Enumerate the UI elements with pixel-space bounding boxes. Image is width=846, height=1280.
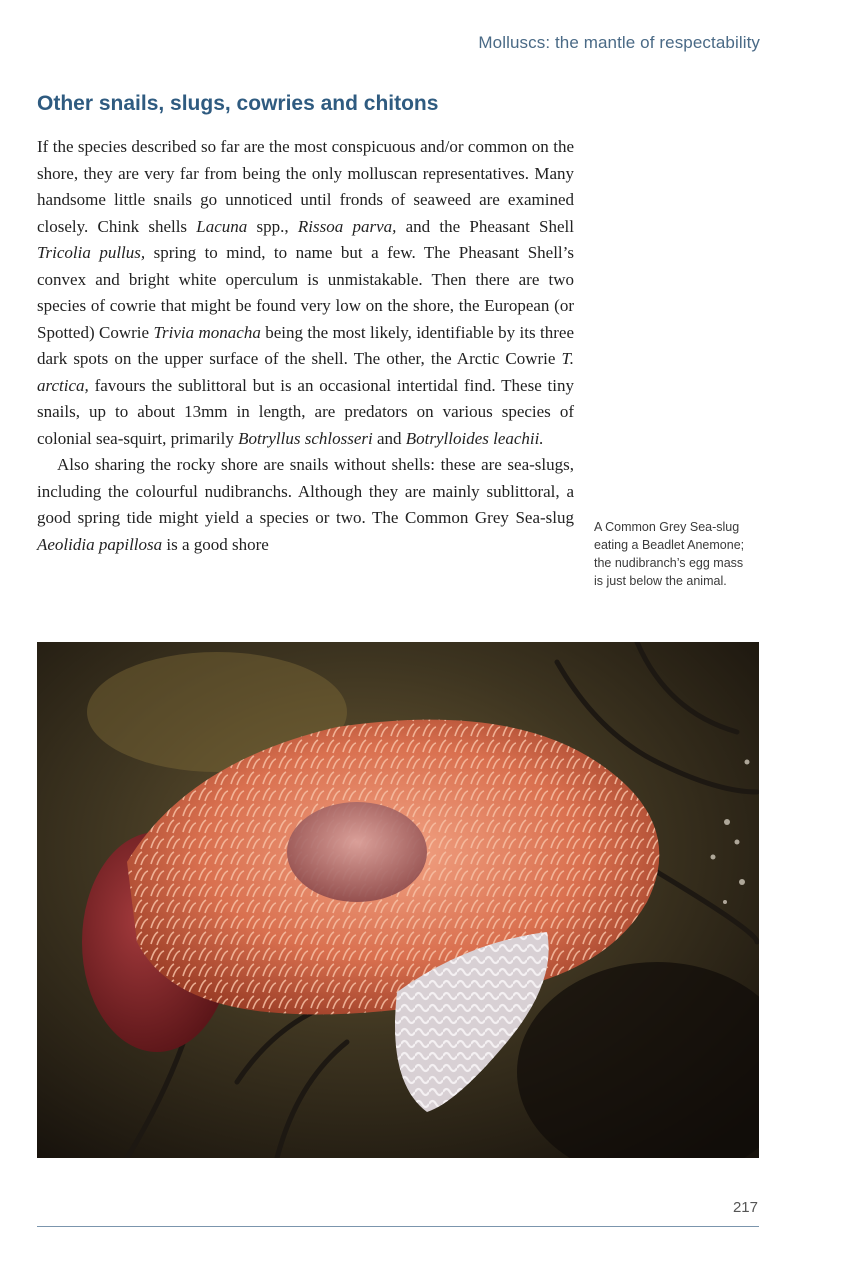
paragraph-1 bbox=[37, 134, 574, 452]
text-run: Also sharing the rocky shore are snails without shells: these are sea-slugs, including the colourful nudibranchs. Although they are mainly sublittoral, a good spring tide might yield a species or two. The Common Grey Sea-slug bbox=[37, 455, 574, 527]
footer-rule bbox=[37, 1226, 759, 1227]
species-name: Botryllus schlosseri bbox=[238, 428, 373, 448]
species-name: T. arctica, bbox=[37, 349, 574, 395]
text-run: favours the sublittoral but is an occasional intertidal find. These tiny snails, up to about 13mm in length, are predators on various species of colonial sea-squirt, primarily bbox=[37, 375, 574, 448]
text-run: and bbox=[372, 428, 406, 448]
figure-caption: A Common Grey Sea-slug eating a Beadlet Anemone; the nudibranch’s egg mass is just below the animal. bbox=[594, 520, 745, 588]
sea-slug-illustration bbox=[37, 642, 759, 1158]
species-name: Tricolia pullus, bbox=[37, 243, 146, 262]
species-name: Trivia monacha bbox=[153, 322, 261, 342]
body-text bbox=[37, 134, 574, 558]
text-run: and the Pheasant Shell bbox=[396, 216, 574, 236]
text-run: is a good shore bbox=[162, 534, 269, 554]
text-run: If the species described so far are the most conspicuous and/or common on the shore, they are very far from being the only molluscan representatives. Many handsome little snails go unnoticed until fronds of seaweed are examined closely. Chink shells bbox=[37, 137, 574, 236]
paragraph-2 bbox=[37, 452, 574, 558]
text-run: spp., bbox=[247, 216, 298, 236]
species-name: Botrylloides leachii. bbox=[405, 428, 544, 448]
section-heading: Other snails, slugs, cowries and chitons bbox=[37, 92, 439, 115]
species-name: Rissoa parva, bbox=[297, 216, 397, 236]
text-run: spring to mind, to name but a few. The Pheasant Shell’s convex and bright white operculum is unmistakable. Then there are two species of cowrie that might be found very low on the shore, the European (or Spotted) Cowrie bbox=[37, 243, 574, 342]
page-number: 217 bbox=[732, 1199, 758, 1216]
species-name: Lacuna bbox=[196, 216, 248, 236]
sea-slug-photo bbox=[37, 642, 759, 1158]
text-run: being the most likely, identifiable by its three dark spots on the upper surface of the shell. The other, the Arctic Cowrie bbox=[37, 322, 574, 368]
species-name: Aeolidia papillosa bbox=[37, 534, 163, 554]
running-header: Molluscs: the mantle of respectability bbox=[478, 33, 760, 52]
